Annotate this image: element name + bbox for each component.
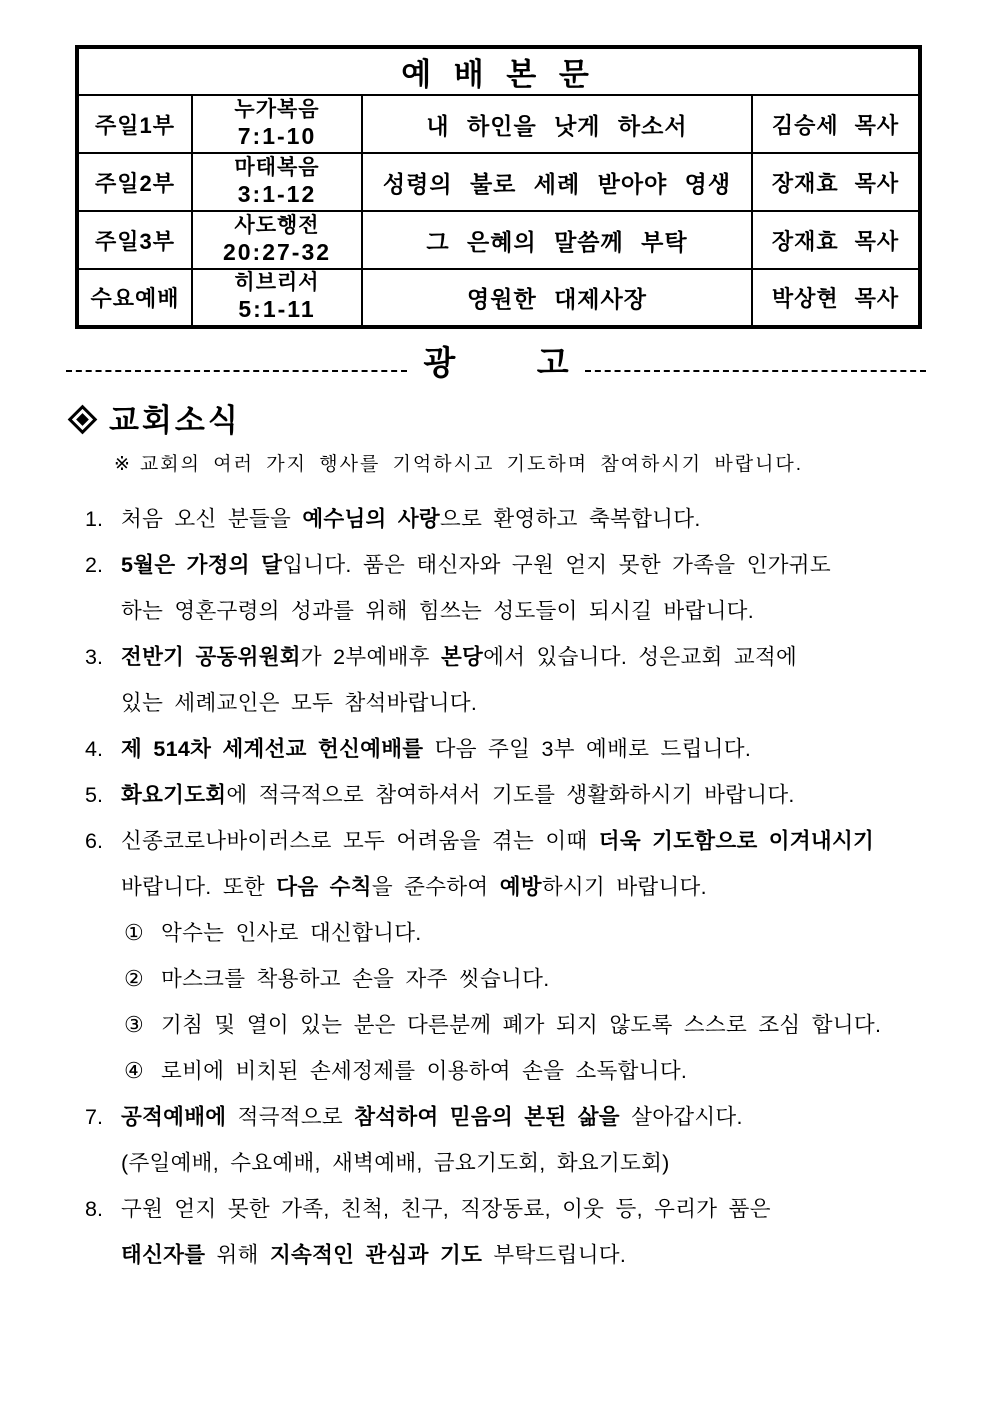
text-run: 하시기 바랍니다. — [541, 875, 707, 899]
note-text: 교회의 여러 가지 행사를 기억하시고 기도하며 참여하시기 바랍니다. — [139, 454, 804, 475]
text-run: 마스크를 착용하고 손을 자주 씻습니다. — [161, 967, 550, 991]
announcement-line — [121, 864, 992, 910]
announcements-section-title: 광 고 — [423, 344, 569, 381]
announcement-content — [121, 772, 992, 818]
announcement-item — [0, 726, 992, 772]
text-run: 더욱 기도함으로 이겨내시기 — [598, 829, 875, 853]
table-row — [77, 269, 920, 327]
announcement-content — [121, 1186, 992, 1278]
announcement-item — [0, 910, 992, 956]
announcement-marker: 8. — [85, 1197, 103, 1221]
announcement-list — [0, 496, 992, 1278]
preacher-name: 박상현 목사 — [771, 286, 900, 311]
announcement-line — [121, 1140, 992, 1186]
text-run: 악수는 인사로 대신합니다. — [161, 921, 422, 945]
preacher-cell — [752, 153, 920, 211]
announcements-divider — [66, 341, 926, 385]
announcement-line — [161, 956, 992, 1002]
text-run: 다음 수칙 — [276, 875, 372, 899]
announcement-line — [121, 542, 992, 588]
scripture-cell — [192, 153, 362, 211]
announcement-content — [161, 956, 992, 1002]
announcement-item — [0, 1186, 992, 1278]
announcement-item — [0, 772, 992, 818]
text-run: 바랍니다. 또한 — [121, 875, 277, 899]
text-run: 기침 및 열이 있는 분은 다른분께 폐가 되지 않도록 스스로 조심 합니다. — [161, 1013, 882, 1037]
text-run: (주일예배, 수요예배, 새벽예배, 금요기도회, 화요기도회) — [121, 1151, 670, 1175]
announcement-marker: ① — [124, 920, 144, 945]
sermon-title: 그 은혜의 말씀께 부탁 — [426, 228, 688, 255]
announcement-content — [121, 726, 992, 772]
text-run: 위해 — [205, 1243, 270, 1267]
table-row — [77, 211, 920, 269]
church-news-label: 교회소식 — [109, 403, 241, 438]
text-run: 부탁드립니다. — [482, 1243, 627, 1267]
scripture-cell — [192, 269, 362, 327]
announcement-marker: 7. — [85, 1105, 103, 1129]
announcement-item — [0, 1002, 992, 1048]
announcement-item — [0, 956, 992, 1002]
announcement-line — [121, 1232, 992, 1278]
announcement-item — [0, 818, 992, 910]
announcement-line — [121, 680, 992, 726]
scripture-ref: 5:1-11 — [238, 296, 316, 322]
sermon-cell — [362, 211, 752, 269]
service-name: 주일1부 — [95, 112, 175, 138]
text-run: 로비에 비치된 손세정제를 이용하여 손을 소독합니다. — [161, 1059, 688, 1083]
text-run: 있는 세례교인은 모두 참석바랍니다. — [121, 691, 478, 715]
preacher-name: 장재효 목사 — [771, 228, 900, 254]
sermon-cell — [362, 95, 752, 153]
announcement-line — [121, 726, 992, 772]
table-row — [77, 95, 920, 153]
divider-dash-right — [585, 341, 926, 372]
announcement-line — [161, 1002, 992, 1048]
text-run: 을 준수하여 — [371, 875, 500, 899]
scripture-ref: 3:1-12 — [237, 180, 317, 207]
preacher-cell — [752, 211, 920, 269]
service-cell — [77, 269, 192, 327]
table-title: 예 배 본 문 — [77, 47, 920, 95]
scripture-cell — [192, 95, 362, 153]
text-run: 예방 — [499, 875, 542, 899]
announcement-line — [121, 496, 992, 542]
text-run: 5월은 가정의 달 — [121, 553, 283, 577]
church-news-heading — [68, 395, 992, 440]
text-run: 살아갑시다. — [619, 1105, 743, 1129]
divider-dash-left — [66, 341, 407, 372]
service-name: 주일3부 — [95, 228, 175, 254]
text-run: 에 적극적으로 참여하셔서 기도를 생활화하시기 바랍니다. — [226, 783, 795, 807]
announcement-marker: 2. — [85, 553, 103, 577]
preacher-cell — [752, 95, 920, 153]
announcement-marker: 1. — [85, 507, 103, 531]
scripture-cell — [192, 211, 362, 269]
sermon-cell — [362, 153, 752, 211]
announcement-line — [161, 910, 992, 956]
announcement-line — [121, 1094, 992, 1140]
sermon-title: 영원한 대제사장 — [467, 286, 647, 312]
announcement-marker: ④ — [124, 1058, 144, 1083]
text-run: 본당 — [440, 645, 484, 669]
preacher-name: 김승세 목사 — [771, 112, 900, 138]
announcement-content — [161, 910, 992, 956]
announcement-line — [161, 1048, 992, 1094]
text-run: 구원 얻지 못한 가족, 친척, 친구, 직장동료, 이웃 등, 우리가 품은 — [121, 1197, 771, 1221]
text-run: 하는 영혼구령의 성과를 위해 힘쓰는 성도들이 되시길 바랍니다. — [121, 599, 754, 623]
text-run: 화요기도회 — [121, 783, 227, 807]
scripture-book: 사도행전 — [234, 213, 320, 237]
text-run: 으로 환영하고 축복합니다. — [440, 507, 701, 531]
announcement-line — [121, 772, 992, 818]
text-run: 신종코로나바이러스로 모두 어려움을 겪는 이때 — [121, 829, 599, 853]
scripture-book: 마태복음 — [234, 155, 320, 179]
preacher-cell — [752, 269, 920, 327]
announcement-item — [0, 1048, 992, 1094]
announcement-content — [161, 1002, 992, 1048]
announcement-content — [121, 634, 992, 726]
table-row — [77, 153, 920, 211]
worship-scripture-table — [75, 45, 922, 329]
announcement-item — [0, 496, 992, 542]
service-name: 주일2부 — [95, 170, 175, 196]
service-cell — [77, 95, 192, 153]
text-run: 적극적으로 — [226, 1105, 355, 1129]
announcement-marker: ② — [124, 966, 144, 991]
text-run: 참석하여 믿음의 본된 삶을 — [354, 1105, 620, 1129]
announcement-line — [121, 818, 992, 864]
scripture-book: 히브리서 — [234, 271, 320, 295]
diamond-icon — [68, 404, 98, 434]
text-run: 가 2부예배후 — [300, 645, 441, 669]
text-run: 다음 주일 3부 예배로 드립니다. — [423, 737, 752, 761]
text-run: 제 514차 세계선교 헌신예배를 — [121, 737, 424, 761]
text-run: 공적예배에 — [121, 1105, 227, 1129]
announcement-content — [121, 818, 992, 910]
announcement-line — [121, 1186, 992, 1232]
preacher-name: 장재효 목사 — [771, 170, 900, 196]
service-name: 수요예배 — [90, 286, 180, 311]
announcement-line — [121, 634, 992, 680]
scripture-book: 누가복음 — [234, 97, 320, 121]
text-run: 태신자를 — [121, 1243, 206, 1267]
announcement-marker: 3. — [85, 645, 103, 669]
announcement-item — [0, 542, 992, 634]
service-cell — [77, 153, 192, 211]
sermon-title: 성령의 불로 세례 받아야 영생 — [382, 170, 732, 197]
announcement-marker: 4. — [85, 737, 103, 761]
announcement-content — [121, 1094, 992, 1186]
service-cell — [77, 211, 192, 269]
text-run: 처음 오신 분들을 — [121, 507, 303, 531]
text-run: 전반기 공동위원회 — [121, 645, 301, 669]
announcement-line — [121, 588, 992, 634]
announcement-item — [0, 634, 992, 726]
announcement-content — [121, 542, 992, 634]
church-news-note — [114, 449, 992, 476]
table-header-row — [77, 47, 920, 95]
text-run: 에서 있습니다. 성은교회 교적에 — [483, 645, 798, 669]
announcement-marker: 5. — [85, 783, 103, 807]
text-run: 예수님의 사랑 — [302, 507, 441, 531]
announcement-marker: 6. — [85, 829, 103, 853]
scripture-ref: 20:27-32 — [222, 238, 332, 265]
text-run: 입니다. 품은 태신자와 구원 얻지 못한 가족을 인가귀도 — [282, 553, 831, 577]
text-run: 지속적인 관심과 기도 — [269, 1243, 483, 1267]
scripture-ref: 7:1-10 — [237, 122, 317, 149]
sermon-cell — [362, 269, 752, 327]
announcement-item — [0, 1094, 992, 1186]
announcement-content — [121, 496, 992, 542]
announcement-content — [161, 1048, 992, 1094]
announcement-marker: ③ — [124, 1012, 144, 1037]
sermon-title: 내 하인을 낫게 하소서 — [426, 112, 688, 139]
reference-mark-icon: ※ — [114, 454, 132, 475]
